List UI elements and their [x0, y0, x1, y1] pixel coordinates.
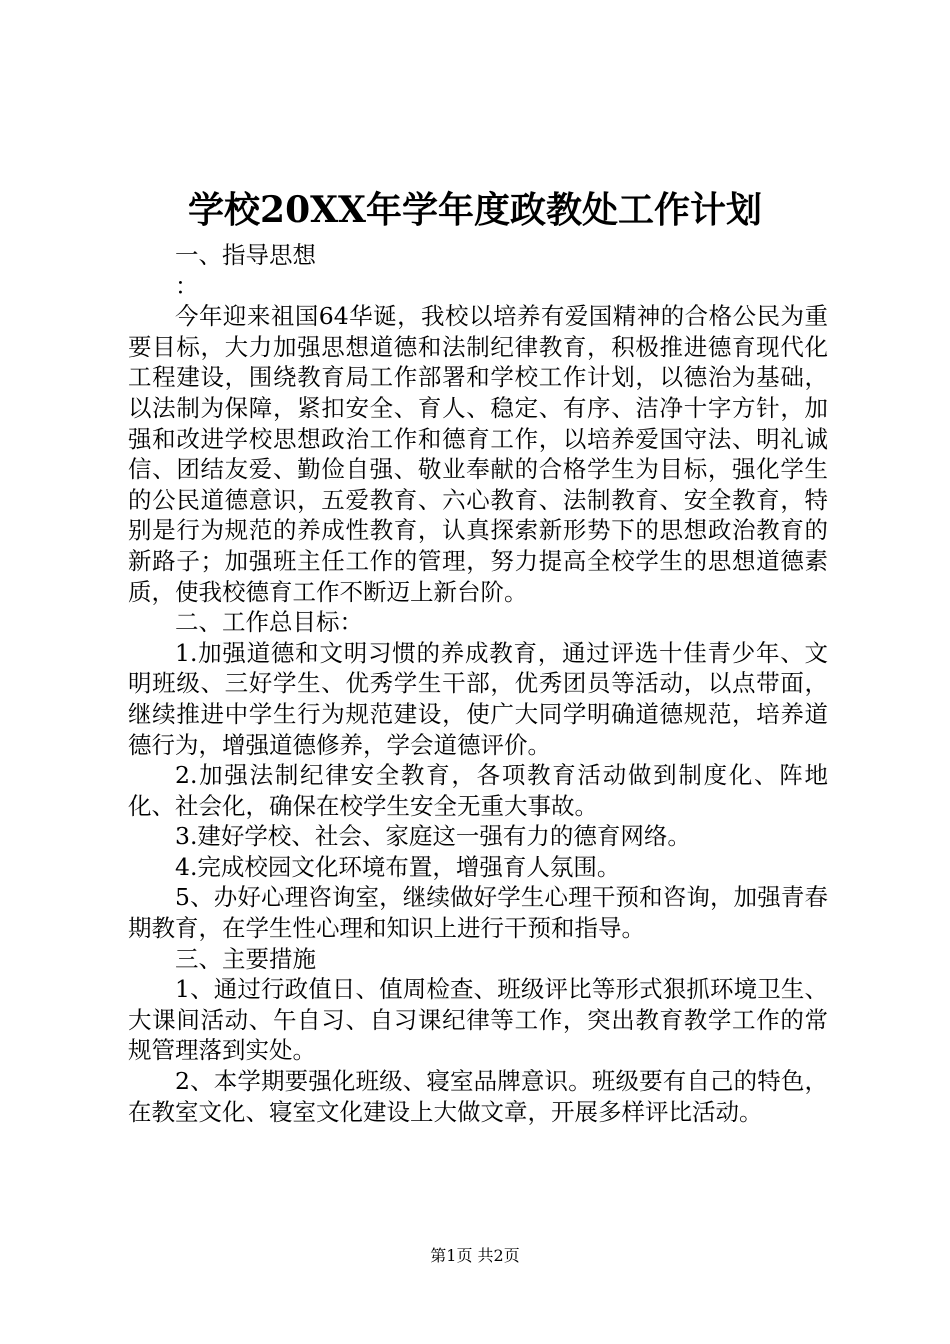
section-heading-main-measures: 三、主要措施 — [175, 944, 316, 973]
document-title: 学校20XX年学年度政教处工作计划 — [188, 189, 762, 231]
colon-line: ： — [175, 271, 199, 300]
measure-item-2: 2、本学期要强化班级、寝室品牌意识。班级要有自己的特色，在教室文化、寝室文化建设上大做文章，开展多样评比活动。 — [128, 1067, 828, 1126]
section-heading-guiding-ideology: 一、指导思想 — [175, 241, 316, 269]
document-body — [128, 240, 828, 1127]
page-footer: 第1页 共2页 — [430, 1246, 520, 1265]
goal-item-2: 2.加强法制纪律安全教育，各项教育活动做到制度化、阵地化、社会化，确保在校学生安全无重大事故。 — [128, 761, 828, 820]
section-heading-overall-goals: 二、工作总目标： — [175, 608, 363, 637]
goal-item-3: 3.建好学校、社会、家庭这一强有力的德育网络。 — [175, 822, 691, 851]
goal-item-1: 1.加强道德和文明习惯的养成教育，通过评选十佳青少年、文明班级、三好学生、优秀学生干部，优秀团员等活动，以点带面，继续推进中学生行为规范建设，使广大同学明确道德规范，培养道德行为，增强道德修养，学会道德评价。 — [128, 638, 828, 759]
goal-item-5: 5、办好心理咨询室，继续做好学生心理干预和咨询，加强青春期教育，在学生性心理和知识上进行干预和指导。 — [128, 883, 828, 943]
goal-item-4: 4.完成校园文化环境布置，增强育人氛围。 — [175, 852, 621, 881]
paragraph-guiding-ideology: 今年迎来祖国64华诞，我校以培养有爱国精神的合格公民为重要目标，大力加强思想道德和法制纪律教育，积极推进德育现代化工程建设，围绕教育局工作部署和学校工作计划，以德治为基础，以法制为保障，紧扣安全、育人、稳定、有序、洁净十字方针，加强和改进学校思想政治工作和德育工作，以培养爱国守法、明礼诚信、团结友爱、勤俭自强、敬业奉献的合格学生为目标，强化学生的公民道德意识，五爱教育、六心教育、法制教育、安全教育，特别是行为规范的养成性教育，认真探索新形势下的思想政治教育的新路子；加强班主任工作的管理，努力提高全校学生的思想道德素质，使我校德育工作不断迈上新台阶。 — [128, 302, 828, 606]
measure-item-1: 1、通过行政值日、值周检查、班级评比等形式狠抓环境卫生、大课间活动、午自习、自习课纪律等工作，突出教育教学工作的常规管理落到实处。 — [128, 975, 828, 1065]
